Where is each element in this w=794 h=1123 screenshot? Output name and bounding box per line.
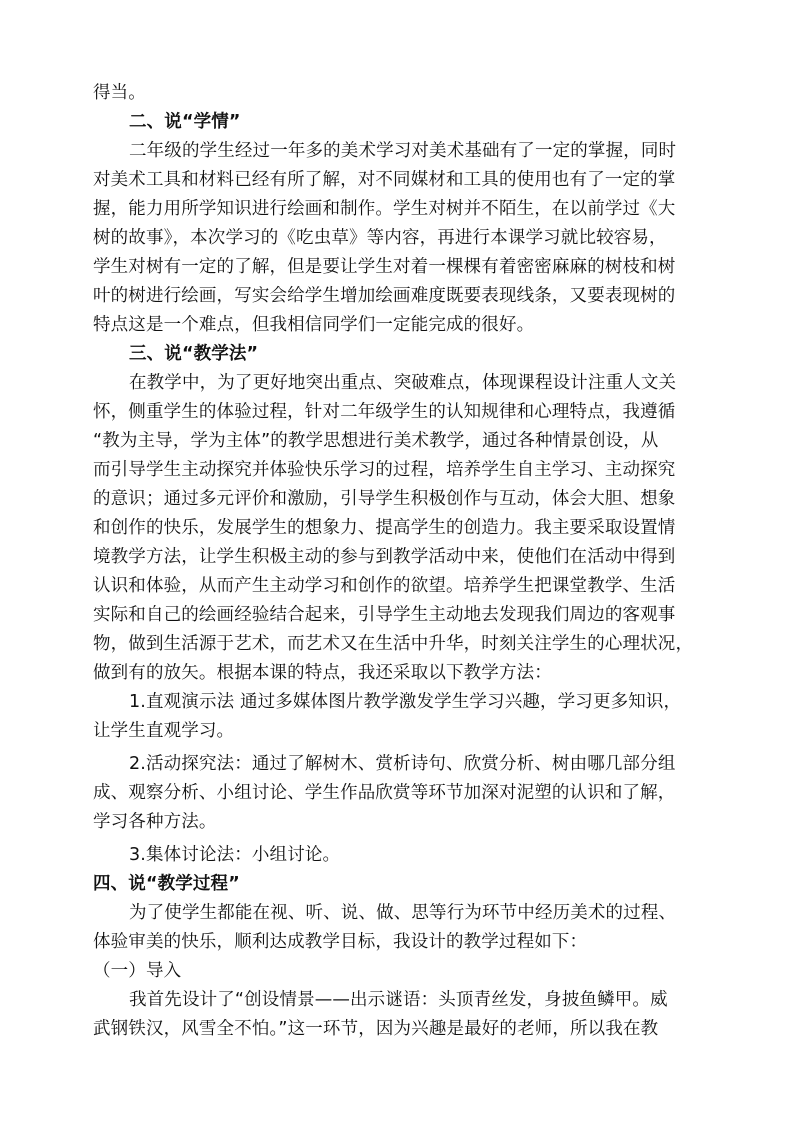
section-heading: 二、说“学情” [129,112,241,132]
text-line: 特点这是一个难点，但我相信同学们一定能完成的很好。 [93,315,535,335]
text-line: 让学生直观学习。 [93,721,235,741]
text-line: “教为主导，学为主体”的教学思想进行美术教学，通过各种情景创设，从 [93,431,659,451]
text-line: 2.活动探究法：通过了解树木、赏析诗句、欣赏分析、树由哪几部分组 [129,754,676,774]
document-page [93,79,707,1044]
text-line: 物，做到生活源于艺术，而艺术又在生活中升华，时刻关注学生的心理状况， [93,634,694,654]
text-line: 为了使学生都能在视、听、说、做、思等行为环节中经历美术的过程、 [129,903,677,923]
text-line: 对美术工具和材料已经有所了解，对不同媒材和工具的使用也有了一定的掌 [93,170,676,190]
text-line: 握，能力用所学知识进行绘画和制作。学生对树并不陌生，在以前学过《大 [93,199,676,219]
text-line: 做到有的放矢。根据本课的特点，我还采取以下教学方法： [93,663,552,683]
text-line: 和创作的快乐，发展学生的想象力、提高学生的创造力。我主要采取设置情 [93,518,676,538]
text-line: 认识和体验，从而产生主动学习和创作的欲望。培养学生把课堂教学、生活 [93,576,676,596]
text-line: 怀，侧重学生的体验过程，针对二年级学生的认知规律和心理特点，我遵循 [93,402,676,422]
section-heading: 四、说“教学过程” [93,874,240,894]
text-line: 学习各种方法。 [93,812,217,832]
text-line: 武钢铁汉，风雪全不怕。”这一环节，因为兴趣是最好的老师，所以我在教 [93,1019,659,1039]
text-line: （一）导入 [93,961,182,981]
text-line: 树的故事》，本次学习的《吃虫草》等内容，再进行本课学习就比较容易， [93,228,667,248]
text-line: 成、观察分析、小组讨论、学生作品欣赏等环节加深对泥塑的认识和了解， [93,783,676,803]
text-line: 体验审美的快乐，顺利达成教学目标，我设计的教学过程如下： [93,932,588,952]
text-line: 我首先设计了“创设情景——出示谜语：头顶青丝发，身披鱼鳞甲。威 [129,990,668,1010]
text-line: 二年级的学生经过一年多的美术学习对美术基础有了一定的掌握，同时 [129,141,677,161]
text-line: 的意识；通过多元评价和激励，引导学生积极创作与互动，体会大胆、想象 [93,489,676,509]
text-line: 在教学中，为了更好地突出重点、突破难点，体现课程设计注重人文关 [129,373,677,393]
text-line: 叶的树进行绘画，写实会给学生增加绘画难度既要表现线条，又要表现树的 [93,286,676,306]
text-line: 实际和自己的绘画经验结合起来，引导学生主动地去发现我们周边的客观事 [93,605,676,625]
text-line: 境教学方法，让学生积极主动的参与到教学活动中来，使他们在活动中得到 [93,547,676,567]
text-line: 学生对树有一定的了解，但是要让学生对着一棵棵有着密密麻麻的树枝和树 [93,257,676,277]
text-line: 3.集体讨论法：小组讨论。 [129,845,341,865]
text-line: 而引导学生主动探究并体验快乐学习的过程，培养学生自主学习、主动探究 [93,460,676,480]
section-heading: 三、说“教学法” [129,344,259,364]
text-line: 1.直观演示法 通过多媒体图片教学激发学生学习兴趣，学习更多知识， [129,692,682,712]
text-line: 得当。 [93,83,146,103]
